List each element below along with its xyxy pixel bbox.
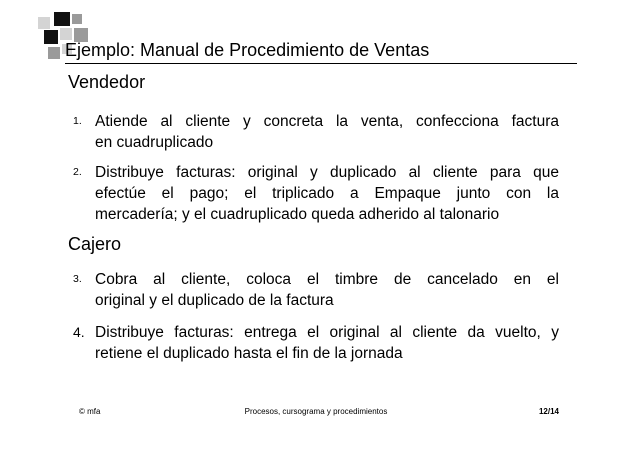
slide-title: Ejemplo: Manual de Procedimiento de Ventas <box>65 40 430 60</box>
list-item <box>73 322 559 364</box>
footer-topic: Procesos, cursograma y procedimientos <box>244 407 388 416</box>
item-number: 4. <box>73 324 85 340</box>
item-number: 1. <box>73 115 82 127</box>
item-text-line: original y el duplicado de la factura <box>95 292 334 309</box>
footer-author: © mfa <box>79 407 101 416</box>
item-text-line: en cuadruplicado <box>95 134 214 151</box>
list-item <box>73 269 559 311</box>
item-number: 2. <box>73 166 82 178</box>
section-heading-cajero: Cajero <box>68 234 122 254</box>
decor-square <box>72 14 82 24</box>
section-heading-vendedor: Vendedor <box>68 72 146 92</box>
decor-square <box>44 30 58 44</box>
decor-square <box>38 17 50 29</box>
item-number: 3. <box>73 273 82 285</box>
decor-square <box>48 47 60 59</box>
slide-footer <box>73 405 559 419</box>
item-text-line: retiene el duplicado hasta el fin de la jornada <box>95 345 403 362</box>
list-item <box>73 111 559 153</box>
list-item <box>73 162 559 225</box>
title-rule <box>65 63 577 64</box>
decor-square <box>54 12 70 26</box>
item-text-line: mercadería; y el cuadruplicado queda adherido al talonario <box>95 206 500 223</box>
footer-page-number: 12/14 <box>538 407 559 416</box>
item-text-line: Cobra al cliente, coloca el timbre de cancelado en el <box>95 271 559 288</box>
item-text-line: Atiende al cliente y concreta la venta, confecciona factura <box>95 113 559 130</box>
item-text-line: Distribuye facturas: entrega el original al cliente da vuelto, y <box>95 324 559 341</box>
item-text-line: Distribuye facturas: original y duplicado al cliente para que <box>95 164 559 181</box>
item-text-line: efectúe el pago; el triplicado a Empaque junto con la <box>95 185 559 202</box>
